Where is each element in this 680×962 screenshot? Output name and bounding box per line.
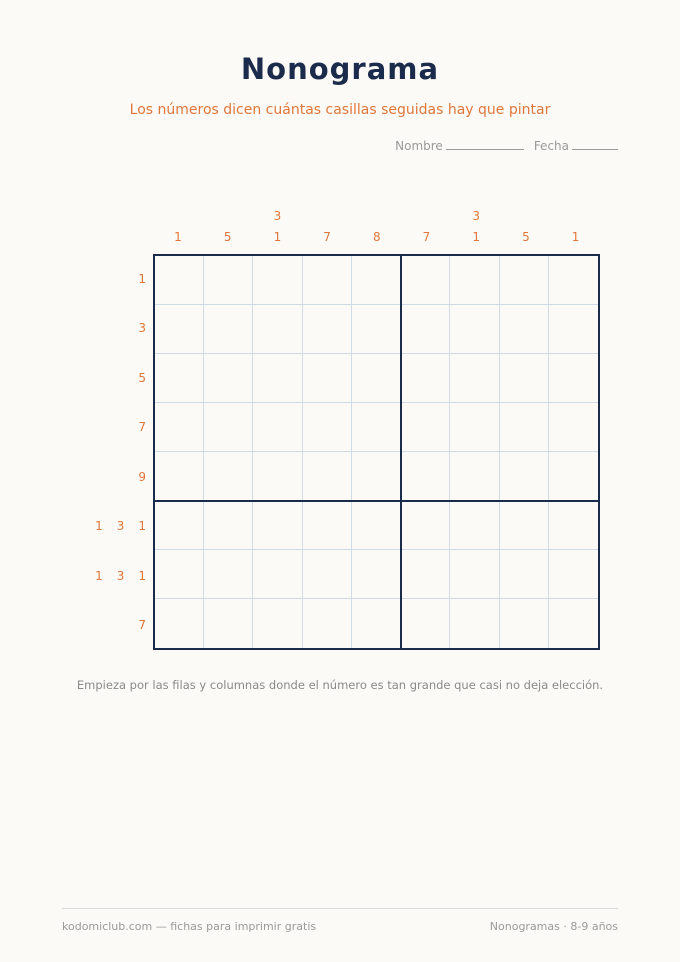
footer-series: Nonogramas · 8-9 años bbox=[489, 920, 618, 933]
clue-number: 3 bbox=[273, 209, 282, 223]
grid-cell[interactable] bbox=[450, 452, 499, 501]
grid-cell[interactable] bbox=[401, 256, 450, 305]
grid-cell[interactable] bbox=[352, 403, 401, 452]
clue-number: 5 bbox=[522, 230, 530, 244]
grid-divider-vertical bbox=[400, 256, 402, 648]
grid-cell[interactable] bbox=[204, 452, 253, 501]
grid-cell[interactable] bbox=[500, 403, 549, 452]
clue-number: 3 bbox=[116, 568, 125, 583]
clue-number: 5 bbox=[223, 230, 232, 244]
footer-site: kodomiclub.com — fichas para imprimir gratis bbox=[62, 920, 317, 933]
grid-cell[interactable] bbox=[204, 403, 253, 452]
grid-cell[interactable] bbox=[253, 501, 302, 550]
grid-cell[interactable] bbox=[549, 550, 598, 599]
grid-cell[interactable] bbox=[155, 550, 204, 599]
column-clue bbox=[302, 200, 352, 248]
row-clue bbox=[80, 403, 146, 452]
grid-cell[interactable] bbox=[549, 305, 598, 354]
row-clue bbox=[80, 452, 146, 501]
grid-cell[interactable] bbox=[253, 599, 302, 648]
clue-number: 1 bbox=[571, 230, 580, 244]
grid-cell[interactable] bbox=[549, 501, 598, 550]
column-clue bbox=[203, 200, 253, 248]
grid-cell[interactable] bbox=[450, 550, 499, 599]
grid-cell[interactable] bbox=[204, 550, 253, 599]
clue-number: 7 bbox=[138, 618, 146, 632]
grid-cell[interactable] bbox=[352, 256, 401, 305]
clue-number: 1 bbox=[138, 271, 146, 286]
grid-cell[interactable] bbox=[450, 599, 499, 648]
name-label: Nombre bbox=[395, 139, 443, 153]
grid-cell[interactable] bbox=[450, 354, 499, 403]
clue-number: 1 bbox=[95, 519, 103, 533]
grid-cell[interactable] bbox=[253, 354, 302, 403]
grid-cell[interactable] bbox=[303, 599, 352, 648]
grid-cell[interactable] bbox=[155, 452, 204, 501]
row-clue bbox=[80, 601, 146, 650]
row-clue bbox=[80, 551, 146, 600]
grid-cell[interactable] bbox=[401, 354, 450, 403]
grid-cell[interactable] bbox=[401, 550, 450, 599]
column-clue bbox=[451, 200, 501, 248]
grid-cell[interactable] bbox=[204, 354, 253, 403]
page-subtitle: Los números dicen cuántas casillas seguidas hay que pintar bbox=[129, 102, 551, 118]
grid-cell[interactable] bbox=[450, 256, 499, 305]
clue-number: 3 bbox=[138, 321, 146, 335]
clue-number: 1 bbox=[472, 230, 480, 244]
date-label: Fecha bbox=[533, 139, 569, 153]
row-clue bbox=[80, 353, 146, 402]
clue-number: 3 bbox=[472, 209, 480, 223]
grid-cell[interactable] bbox=[204, 501, 253, 550]
clue-number: 9 bbox=[138, 469, 146, 484]
grid-cell[interactable] bbox=[500, 501, 549, 550]
grid-cell[interactable] bbox=[401, 501, 450, 550]
grid-cell[interactable] bbox=[352, 501, 401, 550]
row-clue bbox=[80, 304, 146, 353]
grid-cell[interactable] bbox=[303, 452, 352, 501]
grid-cell[interactable] bbox=[155, 256, 204, 305]
row-clue bbox=[80, 502, 146, 551]
row-clue bbox=[80, 254, 146, 303]
grid-cell[interactable] bbox=[253, 256, 302, 305]
grid-cell[interactable] bbox=[401, 599, 450, 648]
clue-number: 1 bbox=[138, 568, 146, 583]
grid-cell[interactable] bbox=[253, 452, 302, 501]
grid-cell[interactable] bbox=[352, 354, 401, 403]
grid-cell[interactable] bbox=[303, 501, 352, 550]
clue-number: 1 bbox=[174, 230, 182, 244]
nonogram-grid[interactable] bbox=[153, 254, 600, 650]
column-clue bbox=[153, 200, 203, 248]
grid-cell[interactable] bbox=[303, 403, 352, 452]
grid-cell[interactable] bbox=[352, 550, 401, 599]
grid-cell[interactable] bbox=[401, 403, 450, 452]
clue-number: 1 bbox=[138, 519, 146, 533]
grid-cell[interactable] bbox=[253, 403, 302, 452]
grid-cell[interactable] bbox=[500, 452, 549, 501]
grid-cell[interactable] bbox=[549, 354, 598, 403]
grid-cell[interactable] bbox=[204, 256, 253, 305]
grid-cell[interactable] bbox=[303, 550, 352, 599]
clue-number: 7 bbox=[422, 230, 431, 244]
grid-cell[interactable] bbox=[450, 403, 499, 452]
grid-cell[interactable] bbox=[204, 599, 253, 648]
grid-cell[interactable] bbox=[253, 305, 302, 354]
column-clue bbox=[551, 200, 601, 248]
grid-cell[interactable] bbox=[450, 501, 499, 550]
grid-cell[interactable] bbox=[155, 501, 204, 550]
grid-cell[interactable] bbox=[401, 452, 450, 501]
hint-text: Empieza por las filas y columnas donde el número es tan grande que casi no deja elección. bbox=[76, 678, 604, 692]
grid-cell[interactable] bbox=[401, 305, 450, 354]
column-clue bbox=[352, 200, 402, 248]
grid-cell[interactable] bbox=[549, 452, 598, 501]
name-blank[interactable] bbox=[446, 139, 524, 150]
clue-number: 7 bbox=[138, 420, 146, 434]
grid-cell[interactable] bbox=[352, 452, 401, 501]
column-clue bbox=[252, 200, 302, 248]
grid-cell[interactable] bbox=[500, 599, 549, 648]
grid-cell[interactable] bbox=[253, 550, 302, 599]
grid-cell[interactable] bbox=[549, 403, 598, 452]
grid-cell[interactable] bbox=[500, 305, 549, 354]
grid-cell[interactable] bbox=[500, 256, 549, 305]
grid-cell[interactable] bbox=[155, 354, 204, 403]
grid-cell[interactable] bbox=[500, 550, 549, 599]
grid-cell[interactable] bbox=[155, 599, 204, 648]
column-clue bbox=[501, 200, 551, 248]
clue-number: 1 bbox=[273, 230, 282, 244]
grid-cell[interactable] bbox=[155, 305, 204, 354]
clue-number: 8 bbox=[372, 230, 381, 244]
grid-cell[interactable] bbox=[303, 354, 352, 403]
grid-cell[interactable] bbox=[303, 305, 352, 354]
grid-cell[interactable] bbox=[450, 305, 499, 354]
grid-cell[interactable] bbox=[352, 305, 401, 354]
page-title: Nonograma bbox=[240, 52, 440, 86]
grid-divider-horizontal bbox=[155, 500, 598, 502]
grid-cell[interactable] bbox=[549, 256, 598, 305]
name-date-fields bbox=[395, 139, 618, 153]
date-blank[interactable] bbox=[572, 139, 618, 150]
grid-cell[interactable] bbox=[204, 305, 253, 354]
grid-cell[interactable] bbox=[352, 599, 401, 648]
footer-divider bbox=[62, 908, 618, 909]
grid-cell[interactable] bbox=[155, 403, 204, 452]
grid-cell[interactable] bbox=[500, 354, 549, 403]
clue-number: 3 bbox=[116, 519, 125, 533]
clue-number: 7 bbox=[323, 230, 331, 244]
clue-number: 1 bbox=[95, 568, 103, 583]
clue-number: 5 bbox=[138, 370, 146, 385]
grid-cell[interactable] bbox=[549, 599, 598, 648]
grid-cell[interactable] bbox=[303, 256, 352, 305]
column-clue bbox=[402, 200, 452, 248]
